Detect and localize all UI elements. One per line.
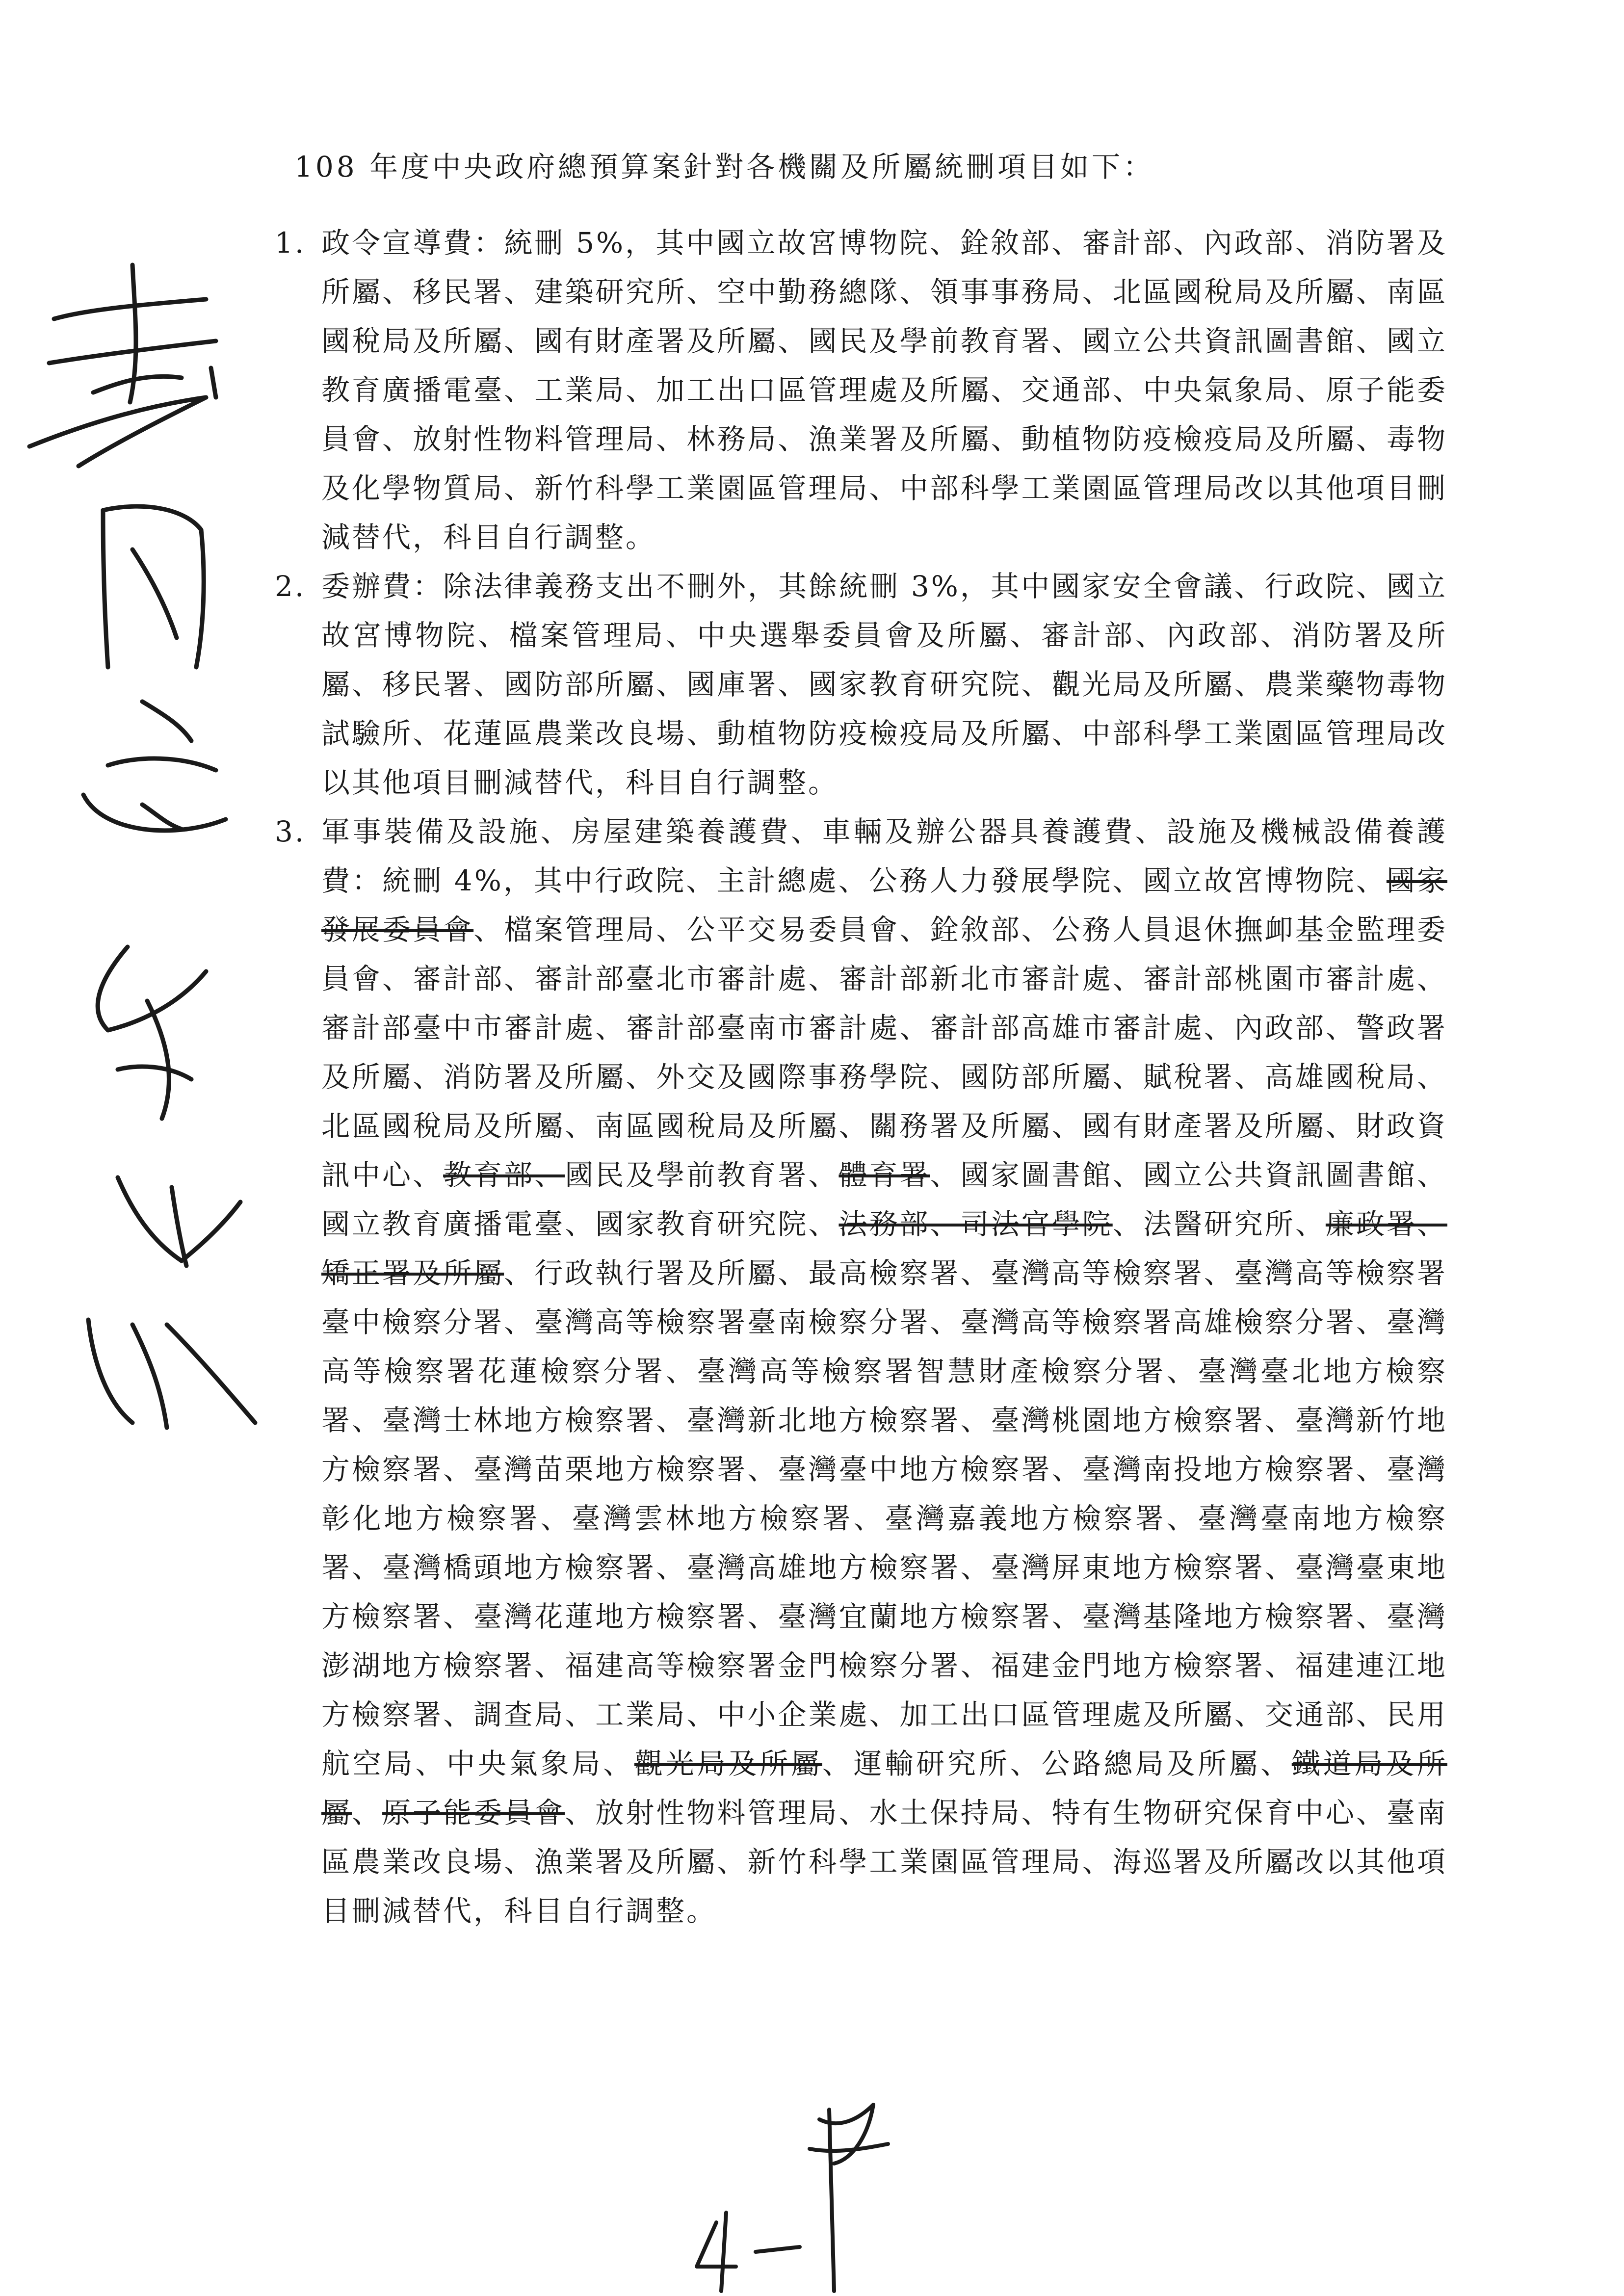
item-text-segment: 、行政執行署及所屬、最高檢察署、臺灣高等檢察署、臺灣高等檢察署臺中檢察分署、臺灣高等檢察署臺南檢察分署、臺灣高等檢察署高雄檢察分署、臺灣高等檢察署花蓮檢察分署、臺灣高等檢察署智慧財產檢察分署、臺灣臺北地方檢察署、臺灣士林地方檢察署、臺灣新北地方檢察署、臺灣桃園地方檢察署、臺灣新竹地方檢察署、臺灣苗栗地方檢察署、臺灣臺中地方檢察署、臺灣南投地方檢察署、臺灣彰化地方檢察署、臺灣雲林地方檢察署、臺灣嘉義地方檢察署、臺灣臺南地方檢察署、臺灣橋頭地方檢察署、臺灣高雄地方檢察署、臺灣屏東地方檢察署、臺灣臺東地方檢察署、臺灣花蓮地方檢察署、臺灣宜蘭地方檢察署、臺灣基隆地方檢察署、臺灣澎湖地方檢察署、福建高等檢察署金門檢察分署、福建金門地方檢察署、福建連江地方檢察署、調查局、工業局、中小企業處、加工出口區管理處及所屬、交通部、民用航空局、中央氣象局、	[321, 1256, 1447, 1780]
item-text: 委辦費：除法律義務支出不刪外，其餘統刪 3%，其中國家安全會議、行政院、國立故宮博物院、檔案管理局、中央選舉委員會及所屬、審計部、內政部、消防署及所屬、移民署、國防部所屬、國庫署、國家教育研究院、觀光局及所屬、農業藥物毒物試驗所、花蓮區農業改良場、動植物防疫檢疫局及所屬、中部科學工業園區管理局改以其他項目刪減替代，科目自行調整。	[321, 570, 1447, 799]
handwritten-signature	[20, 235, 294, 1437]
struck-text: 原子能委員會	[382, 1796, 565, 1829]
struck-text: 觀光局及所屬	[634, 1747, 822, 1780]
list-item-1	[275, 218, 1447, 562]
item-text: 政令宣導費：統刪 5%，其中國立故宮博物院、銓敘部、審計部、內政部、消防署及所屬、移民署、建築研究所、空中勤務總隊、領事事務局、北區國稅局及所屬、南區國稅局及所屬、國有財產署及所屬、國民及學前教育署、國立公共資訊圖書館、國立教育廣播電臺、工業局、加工出口區管理處及所屬、交通部、中央氣象局、原子能委員會、放射性物料管理局、林務局、漁業署及所屬、動植物防疫檢疫局及所屬、毒物及化學物質局、新竹科學工業園區管理局、中部科學工業園區管理局改以其他項目刪減替代，科目自行調整。	[321, 226, 1447, 554]
struck-text: 國家發展委員會	[321, 864, 1447, 946]
struck-text: 體育署	[838, 1158, 930, 1192]
item-text-segment: 、	[352, 1796, 383, 1829]
handwritten-page-number	[653, 2090, 927, 2296]
list-item-2	[275, 562, 1447, 807]
struck-text: 鐵道局及所屬	[321, 1747, 1447, 1829]
item-number: 3.	[275, 815, 306, 848]
item-text-segment: 軍事裝備及設施、房屋建築養護費、車輛及辦公器具養護費、設施及機械設備養護費：統刪 4%，其中行政院、主計總處、公務人力發展學院、國立故宮博物院、	[321, 815, 1447, 897]
item-number: 1.	[275, 226, 306, 260]
item-text-segment: 、放射性物料管理局、水土保持局、特有生物研究保育中心、臺南區農業改良場、漁業署及所屬、新竹科學工業園區管理局、海巡署及所屬改以其他項目刪減替代，科目自行調整。	[321, 1796, 1447, 1928]
document-body	[275, 218, 1447, 1935]
struck-text: 教育部、	[443, 1158, 565, 1192]
list-item-3	[275, 807, 1447, 1935]
struck-text: 廉政署、矯正署及所屬	[321, 1207, 1447, 1290]
item-number: 2.	[275, 570, 306, 603]
struck-text: 法務部、司法官學院	[838, 1207, 1113, 1241]
item-text-segment: 、檔案管理局、公平交易委員會、銓敘部、公務人員退休撫卹基金監理委員會、審計部、審計部臺北市審計處、審計部新北市審計處、審計部桃園市審計處、審計部臺中市審計處、審計部臺南市審計處、審計部高雄市審計處、內政部、警政署及所屬、消防署及所屬、外交及國際事務學院、國防部所屬、賦稅署、高雄國稅局、北區國稅局及所屬、南區國稅局及所屬、關務署及所屬、國有財產署及所屬、財政資訊中心、	[321, 913, 1447, 1192]
item-text-segment: 、國家圖書館、國立公共資訊圖書館、國立教育廣播電臺、國家教育研究院、	[321, 1158, 1447, 1241]
item-text-segment: 、運輸研究所、公路總局及所屬、	[822, 1747, 1292, 1780]
item-text-segment: 、法醫研究所、	[1112, 1207, 1326, 1241]
item-text-segment: 國民及學前教育署、	[565, 1158, 839, 1192]
document-title: 108 年度中央政府總預算案針對各機關及所屬統刪項目如下：	[294, 150, 1155, 183]
